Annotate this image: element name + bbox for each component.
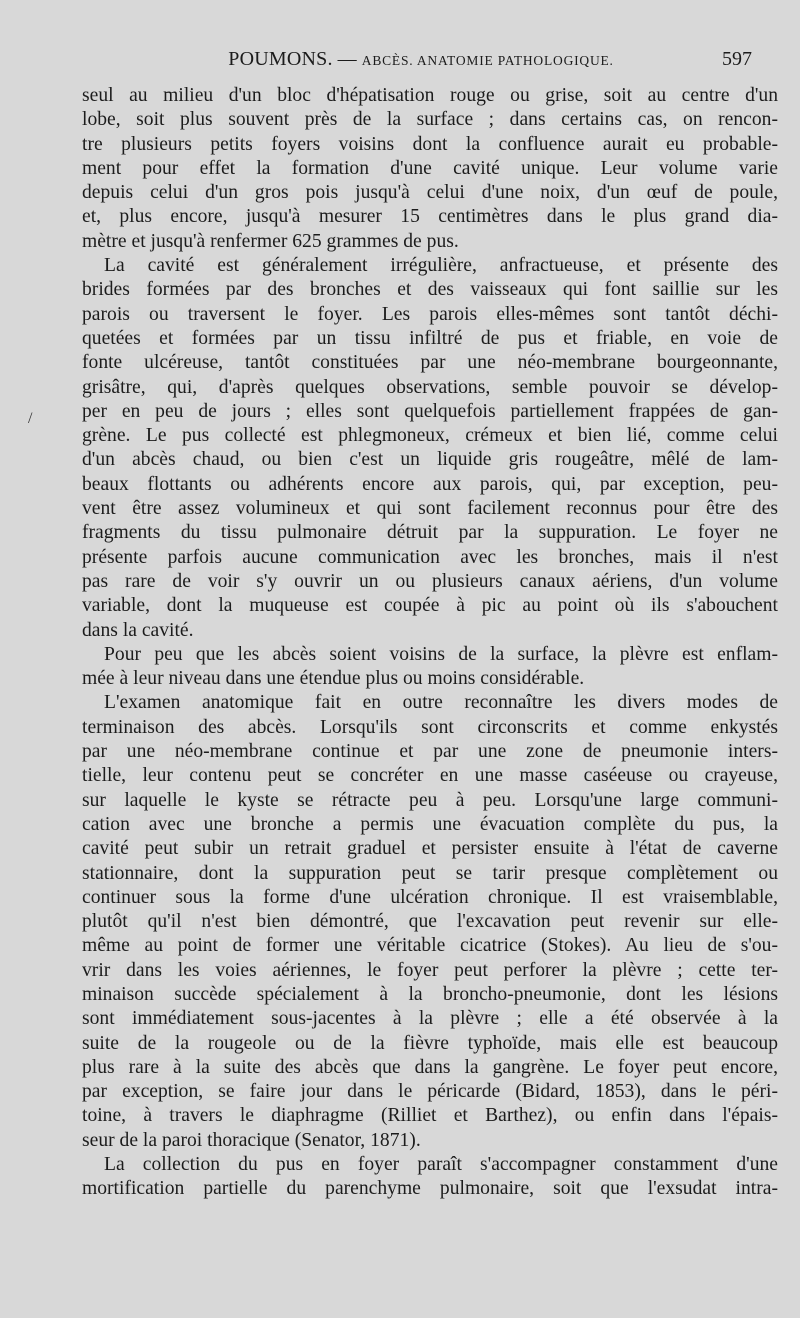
- text-line: mée à leur niveau dans une étendue plus ou moins considérable.: [82, 668, 585, 690]
- text-line: ment pour effet la formation d'une cavité unique. Leur volume varie: [82, 157, 778, 179]
- text-line: par exception, se faire jour dans le péricarde (Bidard, 1853), dans le péri-: [82, 1081, 778, 1103]
- running-title: [82, 48, 760, 71]
- text-line: tre plusieurs petits foyers voisins dont la confluence aurait eu probable-: [82, 133, 778, 155]
- text-line: La collection du pus en foyer paraît s'accompagner constamment d'une: [104, 1154, 778, 1176]
- text-line: plus rare à la suite des abcès que dans la gangrène. Le foyer peut encore,: [82, 1056, 778, 1078]
- text-line: La cavité est généralement irrégulière, anfractueuse, et présente des: [104, 255, 778, 277]
- text-line: seur de la paroi thoracique (Senator, 1871).: [82, 1129, 421, 1151]
- text-line: cation avec une bronche a permis une évacuation complète du pus, la: [82, 813, 778, 835]
- running-title-dash: —: [332, 49, 362, 70]
- body-text: [82, 84, 778, 1202]
- text-line: parois ou traversent le foyer. Les parois elles-mêmes sont tantôt déchi-: [82, 303, 778, 325]
- text-line: grisâtre, qui, d'après quelques observations, semble pouvoir se dévelop-: [82, 376, 778, 398]
- paragraph: [82, 84, 778, 254]
- text-line: par une néo-membrane continue et par une zone de pneumonie inters-: [82, 741, 778, 763]
- text-line: Pour peu que les abcès soient voisins de la surface, la plèvre est enflam-: [104, 643, 778, 665]
- page-number: 597: [722, 48, 752, 70]
- paragraph: [82, 643, 778, 692]
- text-line: sur laquelle le kyste se rétracte peu à peu. Lorsqu'une large communi-: [82, 789, 778, 811]
- text-line: quetées et formées par un tissu infiltré de pus et friable, en voie de: [82, 327, 778, 349]
- text-line: tielle, leur contenu peut se concréter en une masse caséeuse ou crayeuse,: [82, 765, 778, 787]
- text-line: plutôt qu'il n'est bien démontré, que l'excavation peut revenir sur elle-: [82, 911, 778, 933]
- paragraph: [82, 254, 778, 643]
- paragraph: [82, 1153, 778, 1202]
- text-line: minaison succède spécialement à la broncho-pneumonie, dont les lésions: [82, 983, 778, 1005]
- text-line: vent être assez volumineux et qui sont facilement reconnus pour être des: [82, 498, 778, 520]
- text-line: dans la cavité.: [82, 619, 194, 641]
- text-line: brides formées par des bronches et des vaisseaux qui font saillie sur les: [82, 279, 778, 301]
- text-line: terminaison des abcès. Lorsqu'ils sont circonscrits et comme enkystés: [82, 716, 778, 738]
- text-line: fragments du tissu pulmonaire détruit par la suppuration. Le foyer ne: [82, 522, 778, 544]
- running-title-main: POUMONS.: [228, 48, 333, 70]
- text-line: depuis celui d'un gros pois jusqu'à celui d'une noix, d'un œuf de poule,: [82, 182, 778, 204]
- text-line: L'examen anatomique fait en outre reconnaître les divers modes de: [104, 692, 778, 714]
- text-line: stationnaire, dont la suppuration peut se tarir presque complètement ou: [82, 862, 778, 884]
- text-line: vrir dans les voies aériennes, le foyer peut perforer la plèvre ; cette ter-: [82, 959, 778, 981]
- paragraph: [82, 691, 778, 1153]
- text-line: mortification partielle du parenchyme pulmonaire, soit que l'exsudat intra-: [82, 1178, 778, 1200]
- text-line: pas rare de voir s'y ouvrir un ou plusieurs canaux aériens, d'un volume: [82, 570, 778, 592]
- text-line: même au point de former une véritable cicatrice (Stokes). Au lieu de s'ou-: [82, 935, 778, 957]
- text-line: toine, à travers le diaphragme (Rilliet et Barthez), ou enfin dans l'épais-: [82, 1105, 778, 1127]
- text-line: beaux flottants ou adhérents encore aux parois, qui, par exception, peu-: [82, 473, 778, 495]
- text-line: variable, dont la muqueuse est coupée à pic au point où ils s'abouchent: [82, 595, 778, 617]
- text-line: suite de la rougeole ou de la fièvre typhoïde, mais elle est beaucoup: [82, 1032, 778, 1054]
- text-line: fonte ulcéreuse, tantôt constituées par une néo-membrane bourgeonnante,: [82, 352, 778, 374]
- text-line: cavité peut subir un retrait graduel et persister ensuite à l'état de caverne: [82, 838, 778, 860]
- text-line: per en peu de jours ; elles sont quelquefois partiellement frappées de gan-: [82, 400, 778, 422]
- text-line: sont immédiatement sous-jacentes à la plèvre ; elle a été observée à la: [82, 1008, 778, 1030]
- margin-mark: /: [28, 410, 33, 427]
- text-line: lobe, soit plus souvent près de la surface ; dans certains cas, on rencon-: [82, 109, 778, 131]
- text-line: et, plus encore, jusqu'à mesurer 15 centimètres dans le plus grand dia-: [82, 206, 778, 228]
- text-line: seul au milieu d'un bloc d'hépatisation rouge ou grise, soit au centre d'un: [82, 85, 778, 106]
- text-line: présente parfois aucune communication avec les bronches, mais il n'est: [82, 546, 778, 568]
- text-line: d'un abcès chaud, ou bien c'est un liquide gris rougeâtre, mêlé de lam-: [82, 449, 778, 471]
- running-header: [82, 48, 760, 78]
- running-title-sub: ABCÈS. ANATOMIE PATHOLOGIQUE.: [361, 53, 614, 68]
- text-line: continuer sous la forme d'une ulcération chronique. Il est vraisemblable,: [82, 886, 778, 908]
- text-line: mètre et jusqu'à renfermer 625 grammes de pus.: [82, 230, 459, 252]
- text-line: grène. Le pus collecté est phlegmoneux, crémeux et bien lié, comme celui: [82, 425, 778, 447]
